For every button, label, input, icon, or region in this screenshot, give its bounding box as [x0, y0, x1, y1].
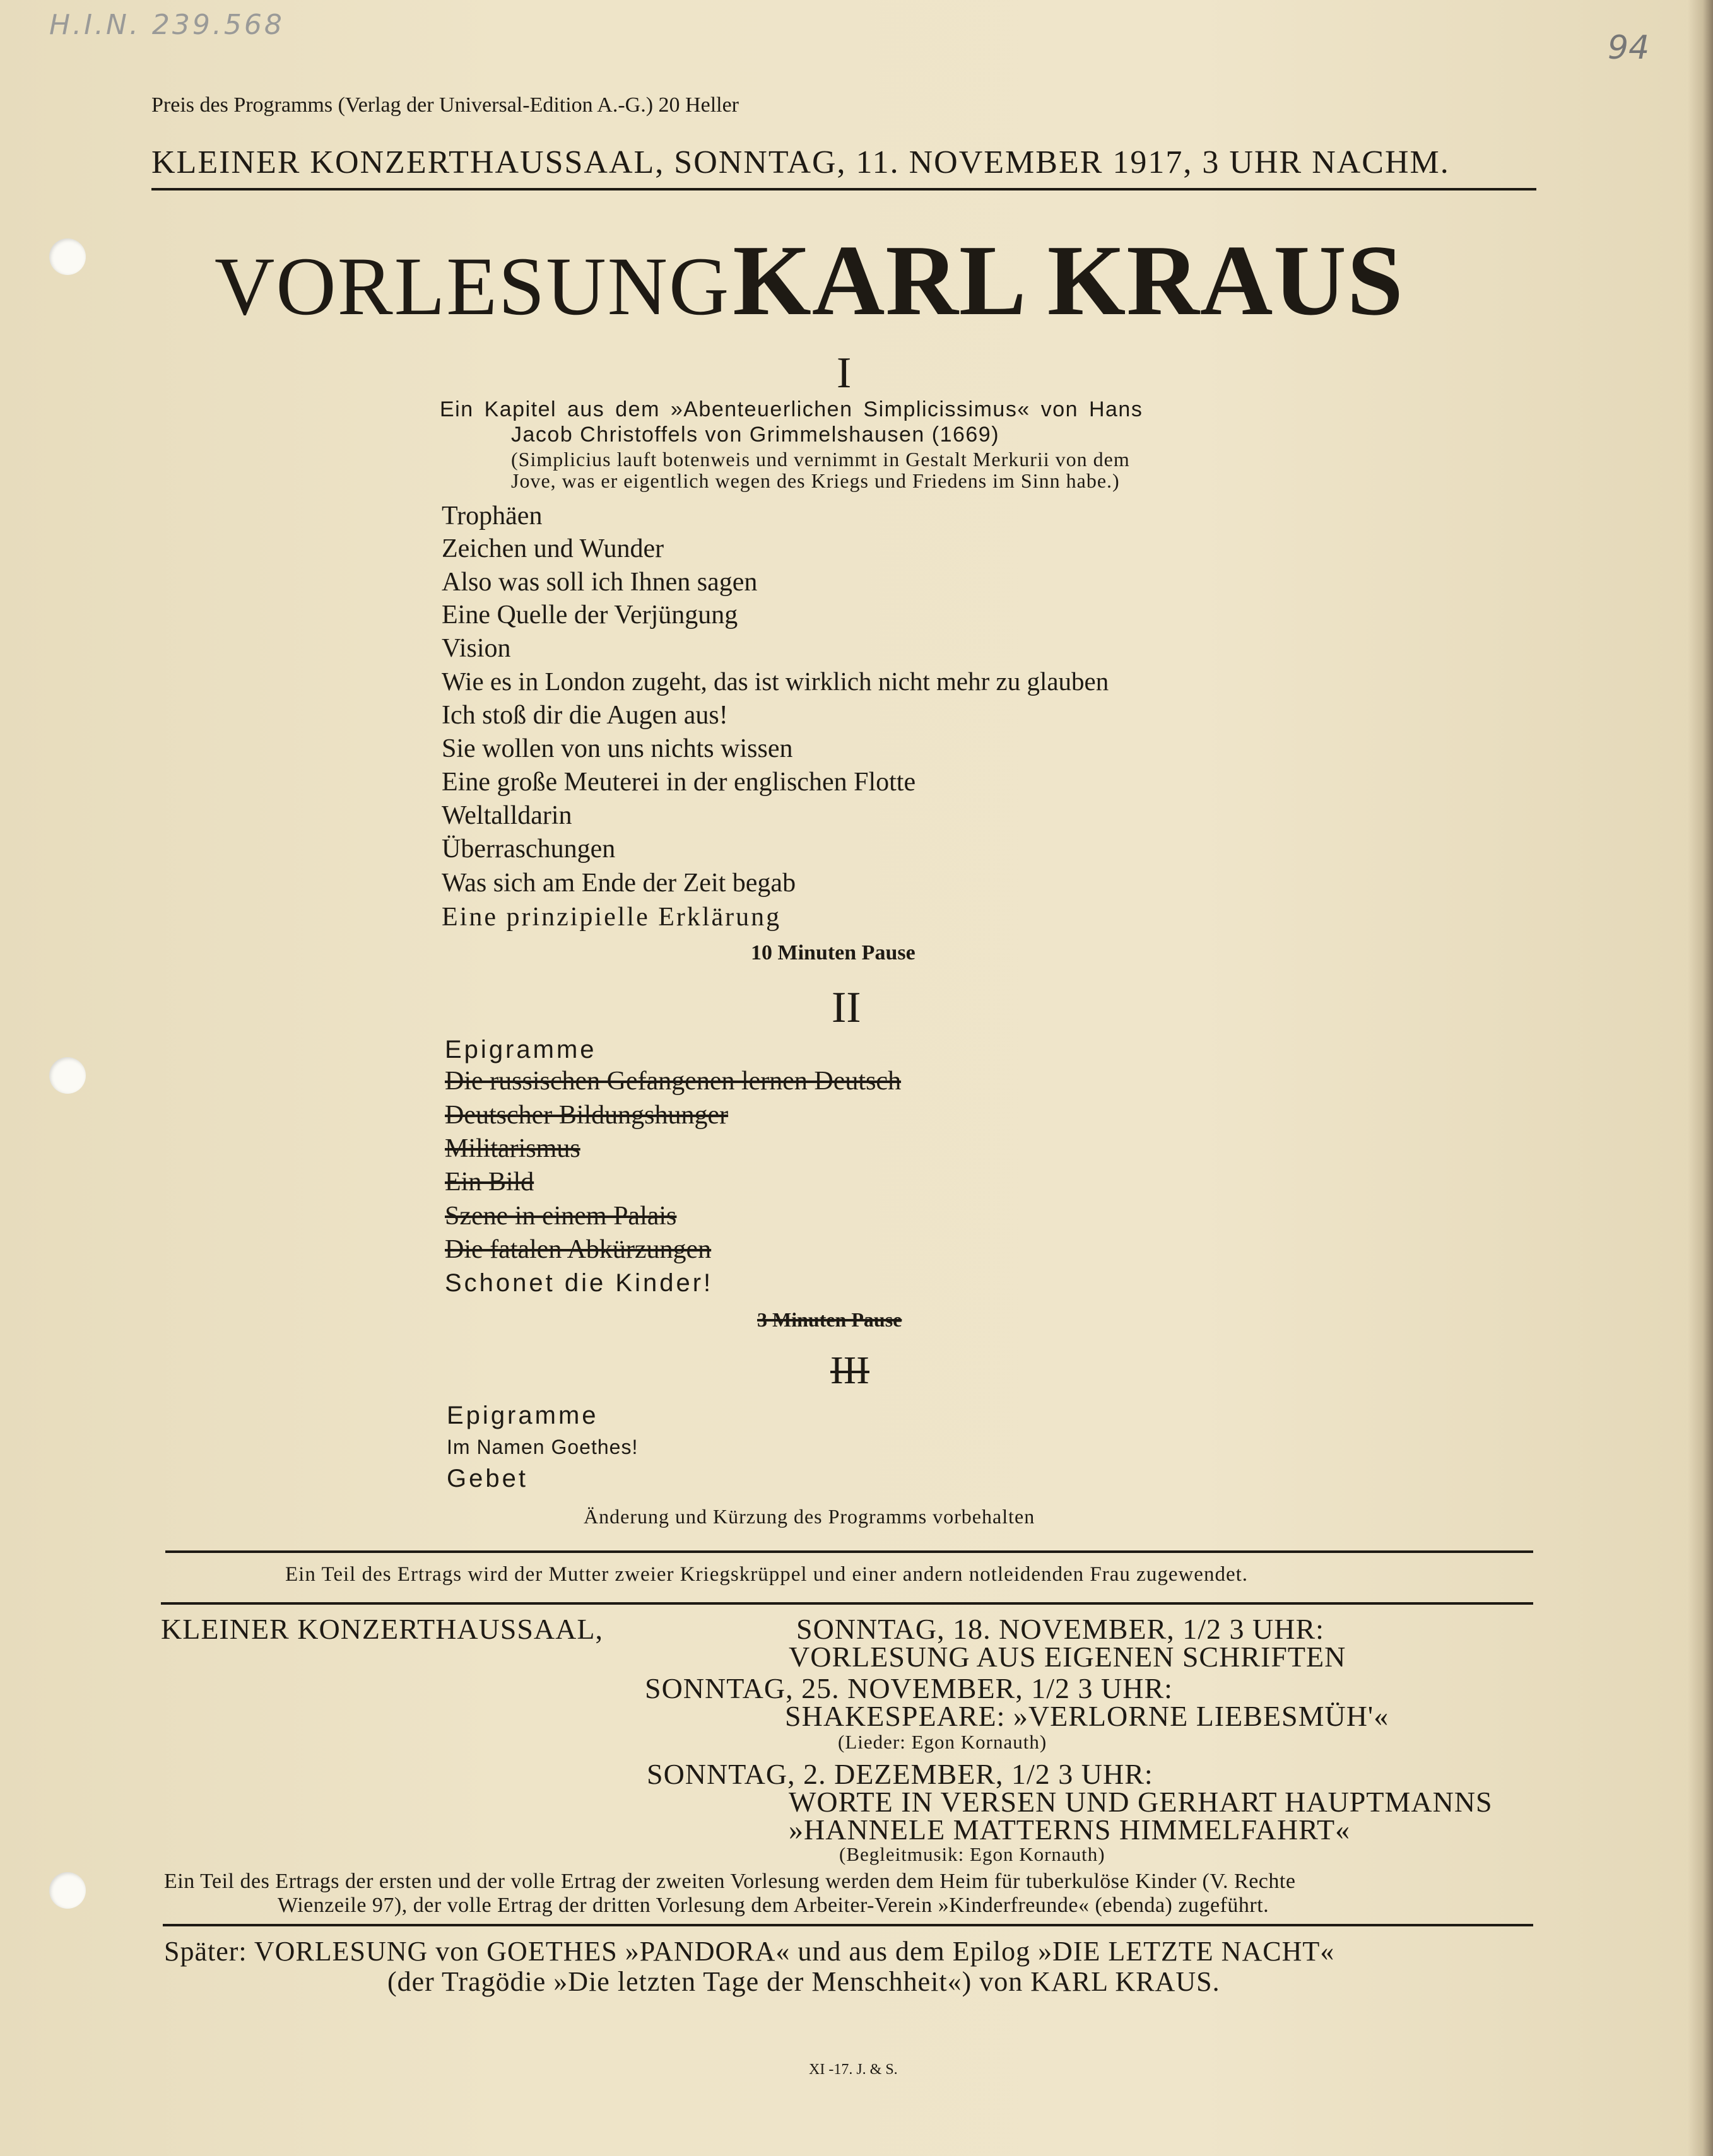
part-one-item: Ich stoß dir die Augen aus! [442, 701, 728, 730]
part-two-item-struck: Die russischen Gefangenen lernen Deutsch [445, 1067, 902, 1096]
page-title [215, 222, 1404, 339]
part-two-numeral: II [832, 983, 861, 1032]
punch-hole-top [49, 238, 86, 275]
part-one-item: Weltalldarin [442, 801, 572, 830]
upcoming-event-2-title: SHAKESPEARE: »VERLORNE LIEBESMÜH'« [785, 1700, 1389, 1732]
part-two-item-struck: Militarismus [445, 1134, 580, 1163]
part-one-item: Also was soll ich Ihnen sagen [442, 568, 758, 597]
part-one-item: Wie es in London zugeht, das ist wirklich nicht mehr zu glauben [442, 667, 1109, 696]
part-one-item: Was sich am Ende der Zeit begab [442, 869, 796, 898]
upcoming-event-1-date: SONNTAG, 18. NOVEMBER, 1/2 3 UHR: [796, 1613, 1324, 1645]
part-two-item: Schonet die Kinder! [445, 1269, 714, 1297]
part-three-item: Epigramme [447, 1402, 599, 1429]
part-one-note-line-2: Jove, was er eigentlich wegen des Kriegs und Friedens im Sinn habe.) [511, 469, 1120, 492]
part-one-item: Überraschungen [442, 835, 616, 864]
inventory-number: H.I.N. 239.568 [49, 9, 285, 41]
upcoming-event-3-title-line-1: WORTE IN VERSEN UND GERHART HAUPTMANNS [789, 1786, 1493, 1818]
part-one-item: Zeichen und Wunder [442, 534, 664, 563]
part-one-intro-line-2: Jacob Christoffels von Grimmelshausen (1669) [511, 423, 1000, 447]
part-one-item: Sie wollen von uns nichts wissen [442, 734, 793, 763]
proceeds-line-2: Wienzeile 97), der volle Ertrag der dritten Vorlesung dem Arbeiter-Verein »Kinderfreunde« (ebenda) zugeführt. [278, 1894, 1269, 1917]
part-two-pause-struck: 3 Minuten Pause [757, 1308, 902, 1331]
upcoming-event-3-title-line-2: »HANNELE MATTERNS HIMMELFAHRT« [789, 1813, 1351, 1846]
later-line-2: (der Tragödie »Die letzten Tage der Menschheit«) von KARL KRAUS. [387, 1966, 1220, 1997]
rule-above-notice [165, 1550, 1533, 1553]
title-prefix: VORLESUNG [215, 240, 731, 332]
proceeds-line-1: Ein Teil des Ertrags der ersten und der volle Ertrag der zweiten Vorlesung werden dem Heim für tuberkulöse Kinder (V. Rechte [164, 1870, 1296, 1893]
part-one-item: Trophäen [442, 501, 543, 530]
part-three-item: Gebet [447, 1465, 528, 1492]
upcoming-event-2-note: (Lieder: Egon Kornauth) [838, 1731, 1047, 1753]
part-one-item: Eine große Meuterei in der englischen Flotte [442, 768, 916, 797]
page-edge-shadow [1688, 0, 1713, 2156]
part-two-item-struck: Die fatalen Abkürzungen [445, 1235, 712, 1264]
part-two-item-struck: Deutscher Bildungshunger [445, 1101, 729, 1130]
upcoming-event-3-date: SONNTAG, 2. DEZEMBER, 1/2 3 UHR: [647, 1758, 1153, 1790]
part-two-item-struck: Szene in einem Palais [445, 1202, 677, 1231]
part-one-note-line-1: (Simplicius lauft botenweis und vernimmt in Gestalt Merkurii von dem [511, 448, 1130, 471]
donation-notice: Ein Teil des Ertrags wird der Mutter zweier Kriegskrüppel und einer andern notleidenden Frau zugewendet. [285, 1563, 1249, 1586]
title-name: KARL KRAUS [733, 224, 1404, 336]
punch-hole-middle [49, 1057, 86, 1094]
part-one-intro-line-1: Ein Kapitel aus dem »Abenteuerlichen Simplicissimus« von Hans [440, 397, 1143, 421]
header-rule [151, 188, 1536, 190]
printer-mark: XI -17. J. & S. [809, 2061, 898, 2078]
punch-hole-bottom [49, 1872, 86, 1909]
later-line-1: Später: VORLESUNG von GOETHES »PANDORA« und aus dem Epilog »DIE LETZTE NACHT« [164, 1936, 1335, 1967]
part-one-item: Eine prinzipielle Erklärung [442, 903, 782, 932]
upcoming-venue: KLEINER KONZERTHAUSSAAL, [161, 1613, 603, 1645]
upcoming-event-1-title: VORLESUNG AUS EIGENEN SCHRIFTEN [789, 1641, 1346, 1673]
upcoming-event-3-note: (Begleitmusik: Egon Kornauth) [839, 1843, 1105, 1865]
part-three-numeral-struck: III [830, 1349, 869, 1392]
part-one-item: Vision [442, 634, 511, 663]
part-one-item: Eine Quelle der Verjüngung [442, 601, 738, 630]
part-three-item: Im Namen Goethes! [447, 1436, 639, 1458]
price-line: Preis des Programms (Verlag der Universal-Edition A.-G.) 20 Heller [151, 93, 739, 117]
upcoming-event-2-date: SONNTAG, 25. NOVEMBER, 1/2 3 UHR: [645, 1672, 1173, 1704]
part-two-item: Epigramme [445, 1036, 597, 1063]
rule-below-notice [161, 1602, 1533, 1605]
venue-date-line: KLEINER KONZERTHAUSSAAL, SONNTAG, 11. NOVEMBER 1917, 3 UHR NACHM. [151, 144, 1450, 180]
page-number: 94 [1608, 29, 1650, 67]
part-one-numeral: I [837, 349, 852, 397]
part-one-pause: 10 Minuten Pause [751, 941, 915, 964]
rule-above-later [163, 1924, 1533, 1926]
program-reservation: Änderung und Kürzung des Programms vorbehalten [584, 1505, 1035, 1528]
part-two-item-struck: Ein Bild [445, 1168, 534, 1197]
